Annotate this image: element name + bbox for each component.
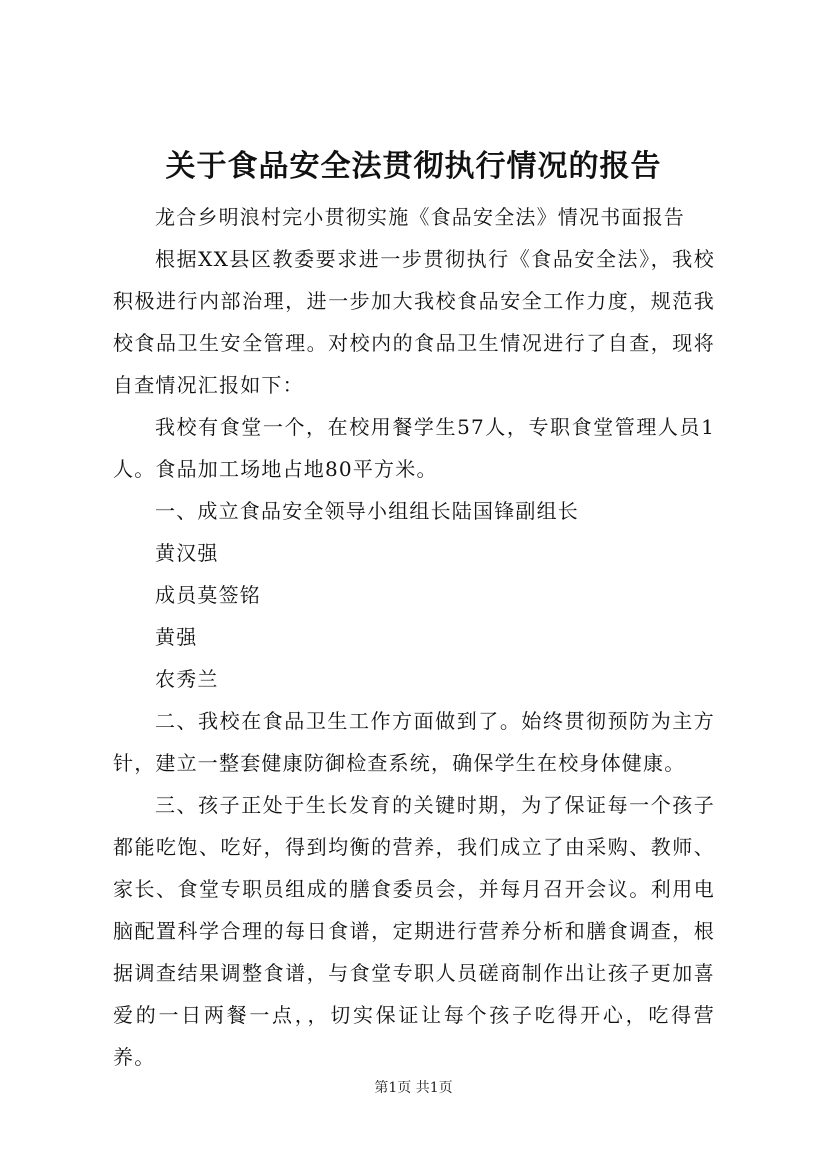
member-name-3: 黄强 [155, 625, 198, 649]
paragraph-canteen-info: 我校有食堂一个，在校用餐学生57人，专职食堂管理人员1人。食品加工场地占地80平方米。 [113, 415, 715, 481]
paragraph-section-one: 一、成立食品安全领导小组组长陆国锋副组长 [155, 499, 579, 523]
document-body [113, 196, 715, 1078]
document-title: 关于食品安全法贯彻执行情况的报告 [165, 149, 662, 184]
paragraph-intro: 根据XX县区教委要求进一步贯彻执行《食品安全法》，我校积极进行内部治理，进一步加大我校食品安全工作力度，规范我校食品卫生安全管理。对校内的食品卫生情况进行了自查，现将自查情况汇报如下： [113, 247, 715, 397]
report-subtitle: 龙合乡明浪村完小贯彻实施《食品安全法》情况书面报告 [155, 205, 685, 229]
member-name-1: 黄汉强 [155, 541, 219, 565]
paragraph-section-three: 三、孩子正处于生长发育的关键时期，为了保证每一个孩子都能吃饱、吃好，得到均衡的营养，我们成立了由采购、教师、家长、食堂专职员组成的膳食委员会，并每月召开会议。利用电脑配置科学合理的每日食谱，定期进行营养分析和膳食调查，根据调查结果调整食谱，与食堂专职人员磋商制作出让孩子更加喜爱的一日两餐一点，，切实保证让每个孩子吃得开心，吃得营养。 [113, 793, 715, 1069]
page-footer: 第1页 共1页 [374, 1080, 453, 1096]
member-name-2: 成员莫签铭 [155, 583, 261, 607]
paragraph-section-two: 二、我校在食品卫生工作方面做到了。始终贯彻预防为主方针，建立一整套健康防御检查系统，确保学生在校身体健康。 [113, 709, 715, 775]
member-name-4: 农秀兰 [155, 667, 219, 691]
